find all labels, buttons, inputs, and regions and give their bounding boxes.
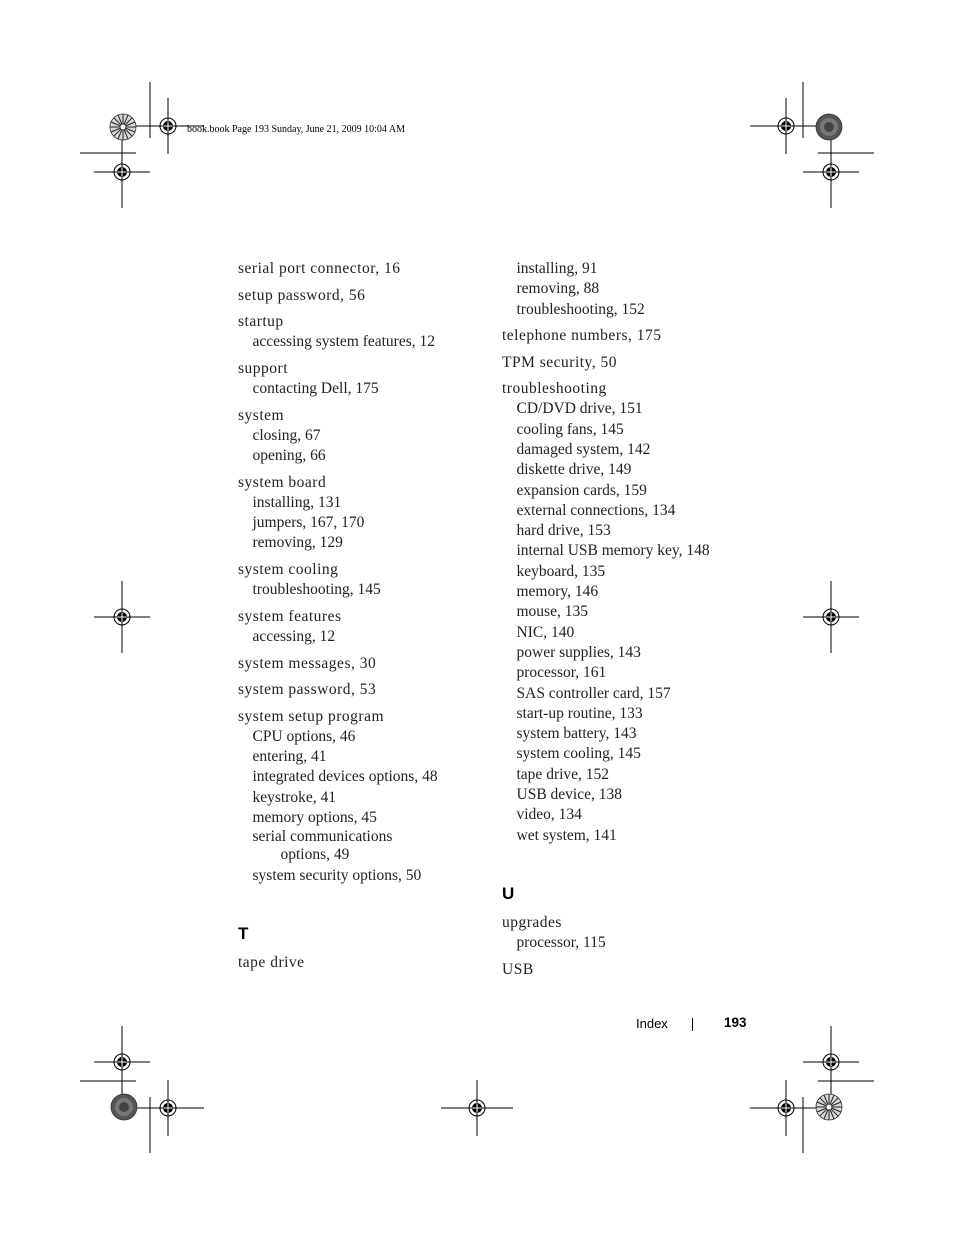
index-entry: system cooling — [238, 561, 339, 579]
index-subentry: system battery, 143 — [516, 725, 637, 743]
index-subentry: system security options, 50 — [252, 867, 422, 885]
index-subentry: contacting Dell, 175 — [252, 379, 379, 397]
index-subentry: USB device, 138 — [516, 786, 622, 804]
index-entry: support — [238, 359, 288, 377]
index-subentry-continuation: options, 49 — [280, 846, 350, 864]
index-entry: system messages, 30 — [238, 654, 377, 672]
index-entry: troubleshooting — [502, 380, 607, 398]
index-subentry: tape drive, 152 — [516, 765, 610, 783]
index-subentry: opening, 66 — [252, 446, 326, 464]
index-subentry: keystroke, 41 — [252, 788, 337, 806]
index-subentry: SAS controller card, 157 — [516, 684, 671, 702]
index-subentry: troubleshooting, 152 — [516, 300, 645, 318]
index-entry: system board — [238, 473, 327, 491]
index-subentry: system cooling, 145 — [516, 745, 641, 763]
footer-page-number: 193 — [724, 1015, 747, 1030]
index-subentry: hard drive, 153 — [516, 522, 611, 540]
index-subentry: removing, 129 — [252, 534, 343, 552]
index-subentry: external connections, 134 — [516, 501, 676, 519]
footer-separator — [692, 1018, 693, 1031]
index-entry: serial port connector, 16 — [238, 260, 401, 277]
index-subentry: video, 134 — [516, 806, 582, 824]
index-subentry: expansion cards, 159 — [516, 481, 647, 499]
index-subentry: integrated devices options, 48 — [252, 768, 438, 786]
index-subentry: installing, 131 — [252, 493, 342, 511]
index-subentry: NIC, 140 — [516, 623, 575, 641]
index-subentry: mouse, 135 — [516, 603, 588, 621]
index-subentry — [238, 828, 478, 864]
index-subentry-line: serial communications — [252, 828, 393, 846]
index-entry: system features — [238, 607, 342, 625]
index-subentry: processor, 115 — [516, 933, 606, 951]
index-entry: telephone numbers, 175 — [502, 327, 662, 345]
index-subentry: keyboard, 135 — [516, 562, 606, 580]
index-entry: TPM security, 50 — [502, 353, 618, 371]
index-column-left — [238, 259, 478, 973]
index-subentry: accessing system features, 12 — [252, 333, 435, 350]
index-subentry: wet system, 141 — [516, 826, 617, 844]
index-entry: USB — [502, 960, 534, 978]
index-subentry: removing, 88 — [516, 280, 600, 298]
index-entry: startup — [238, 313, 284, 330]
footer-section-name: Index — [636, 1016, 668, 1031]
index-subentry: CPU options, 46 — [252, 727, 356, 745]
index-entry: system setup program — [238, 707, 385, 725]
index-subentry: cooling fans, 145 — [516, 420, 624, 438]
index-column-right — [502, 259, 752, 980]
index-entry: upgrades — [502, 913, 562, 931]
index-subentry: accessing, 12 — [252, 627, 336, 645]
index-subentry: memory, 146 — [516, 583, 599, 601]
index-section-letter: T — [238, 924, 249, 944]
index-subentry: damaged system, 142 — [516, 440, 651, 458]
index-subentry: troubleshooting, 145 — [252, 581, 381, 599]
index-subentry: power supplies, 143 — [516, 643, 641, 661]
index-subentry: jumpers, 167, 170 — [252, 513, 365, 531]
index-section-letter: U — [502, 883, 515, 903]
index-entry: tape drive — [238, 954, 305, 972]
index-subentry: memory options, 45 — [252, 808, 377, 826]
index-subentry: processor, 161 — [516, 664, 607, 682]
print-slug: book.book Page 193 Sunday, June 21, 2009 10:04 AM — [187, 124, 405, 135]
index-entry: system password, 53 — [238, 681, 377, 699]
index-subentry: closing, 67 — [252, 426, 321, 444]
index-subentry: entering, 41 — [252, 747, 327, 765]
index-subentry: installing, 91 — [516, 260, 598, 277]
index-subentry: start-up routine, 133 — [516, 704, 643, 722]
index-subentry: diskette drive, 149 — [516, 461, 632, 479]
index-entry: system — [238, 406, 285, 424]
index-entry: setup password, 56 — [238, 286, 366, 304]
index-subentry: CD/DVD drive, 151 — [516, 400, 643, 418]
index-subentry: internal USB memory key, 148 — [516, 542, 710, 560]
